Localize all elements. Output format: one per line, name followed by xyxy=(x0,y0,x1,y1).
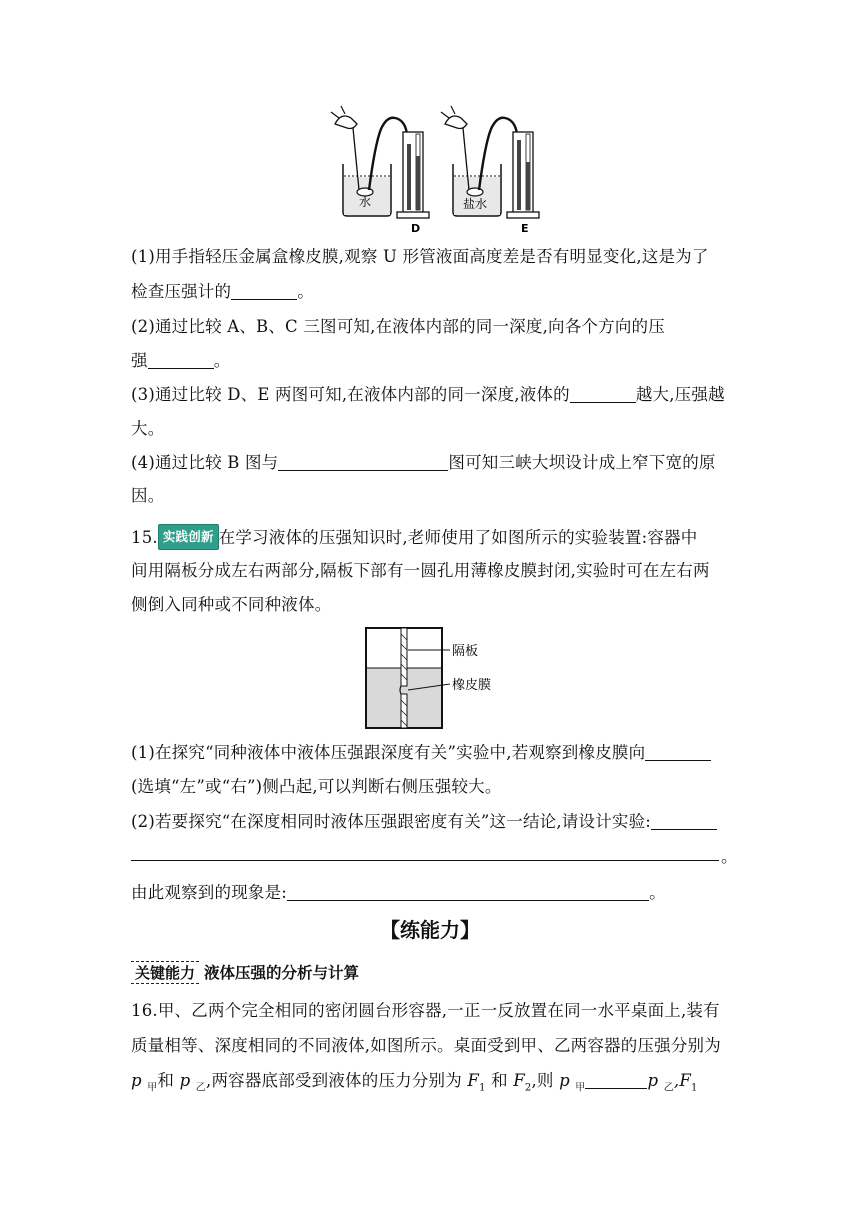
label-saltwater: 盐水 xyxy=(463,197,488,211)
section-title: 【练能力】 xyxy=(380,918,480,942)
q16-line1: 16.甲、乙两个完全相同的密闭圆台形容器,一正一反放置在同一水平桌面上,装有 xyxy=(131,1001,720,1020)
pressure-gauge-figure xyxy=(325,104,545,234)
q15-part2-line1: (2)若要探究“在深度相同时液体压强跟密度有关”这一结论,请设计实验: xyxy=(131,811,717,833)
answer-blank[interactable] xyxy=(231,283,297,300)
caption-d: D xyxy=(411,222,421,234)
q15-stem-line1: 15. 实践创新 在学习液体的压强知识时,老师使用了如图所示的实验装置:容器中 xyxy=(131,524,697,550)
q14-part1-line2: 检查压强计的 。 xyxy=(131,282,314,301)
q14-part4-line2: 因。 xyxy=(131,486,165,505)
q15-part1-line1: (1)在探究“同种液体中液体压强跟深度有关”实验中,若观察到橡皮膜向 xyxy=(131,742,711,764)
q15-part1-line2: (选填“左”或“右”)侧凸起,可以判断右侧压强较大。 xyxy=(131,777,502,796)
q16-line2: 质量相等、深度相同的不同液体,如图所示。桌面受到甲、乙两容器的压强分别为 xyxy=(131,1036,721,1055)
answer-blank[interactable] xyxy=(278,454,448,471)
answer-blank[interactable] xyxy=(287,884,649,901)
key-ability-badge: 关键能力 xyxy=(131,961,199,984)
answer-blank[interactable] xyxy=(651,813,717,830)
answer-blank[interactable] xyxy=(570,386,636,403)
q15-stem-line3: 侧倒入同种或不同种液体。 xyxy=(131,595,332,614)
q14-part3-line2: 大。 xyxy=(131,419,165,438)
answer-blank[interactable] xyxy=(585,1072,647,1089)
q15-part3-line: 由此观察到的现象是: 。 xyxy=(131,883,666,902)
partition-container-figure xyxy=(362,626,512,732)
q16-line3: p $_甲$和 p $_乙$,两容器底部受到液体的压力分别为 $F_1$ 和 $F_2$,则 p $_甲$ p $_乙,F_1$ xyxy=(131,1071,698,1094)
label-partition: 隔板 xyxy=(452,644,479,659)
label-water: 水 xyxy=(359,195,372,209)
apparatus-e xyxy=(441,106,539,234)
q15-stem-line2: 间用隔板分成左右两部分,隔板下部有一圆孔用薄橡皮膜封闭,实验时可在左右两 xyxy=(131,561,710,580)
q14-part1-line1: (1)用手指轻压金属盒橡皮膜,观察 U 形管液面高度差是否有明显变化,这是为了 xyxy=(131,247,709,266)
q15-part2-end: 。 xyxy=(721,847,738,866)
caption-e: E xyxy=(521,222,529,234)
q14-part2-line2: 强 。 xyxy=(131,351,231,370)
answer-blank[interactable] xyxy=(645,744,711,761)
label-membrane: 橡皮膜 xyxy=(452,678,492,693)
q14-part4-line1: (4)通过比较 B 图与 图可知三峡大坝设计成上窄下宽的原 xyxy=(131,453,716,472)
apparatus-d xyxy=(331,106,429,234)
q14-part3-line1: (3)通过比较 D、E 两图可知,在液体内部的同一深度,液体的 越大,压强越 xyxy=(131,385,725,404)
practice-innovation-badge: 实践创新 xyxy=(158,524,219,550)
answer-rule[interactable] xyxy=(131,860,719,861)
key-ability-title: 液体压强的分析与计算 xyxy=(204,964,360,982)
q14-part2-line1: (2)通过比较 A、B、C 三图可知,在液体内部的同一深度,向各个方向的压 xyxy=(131,317,665,336)
answer-blank[interactable] xyxy=(148,352,214,369)
